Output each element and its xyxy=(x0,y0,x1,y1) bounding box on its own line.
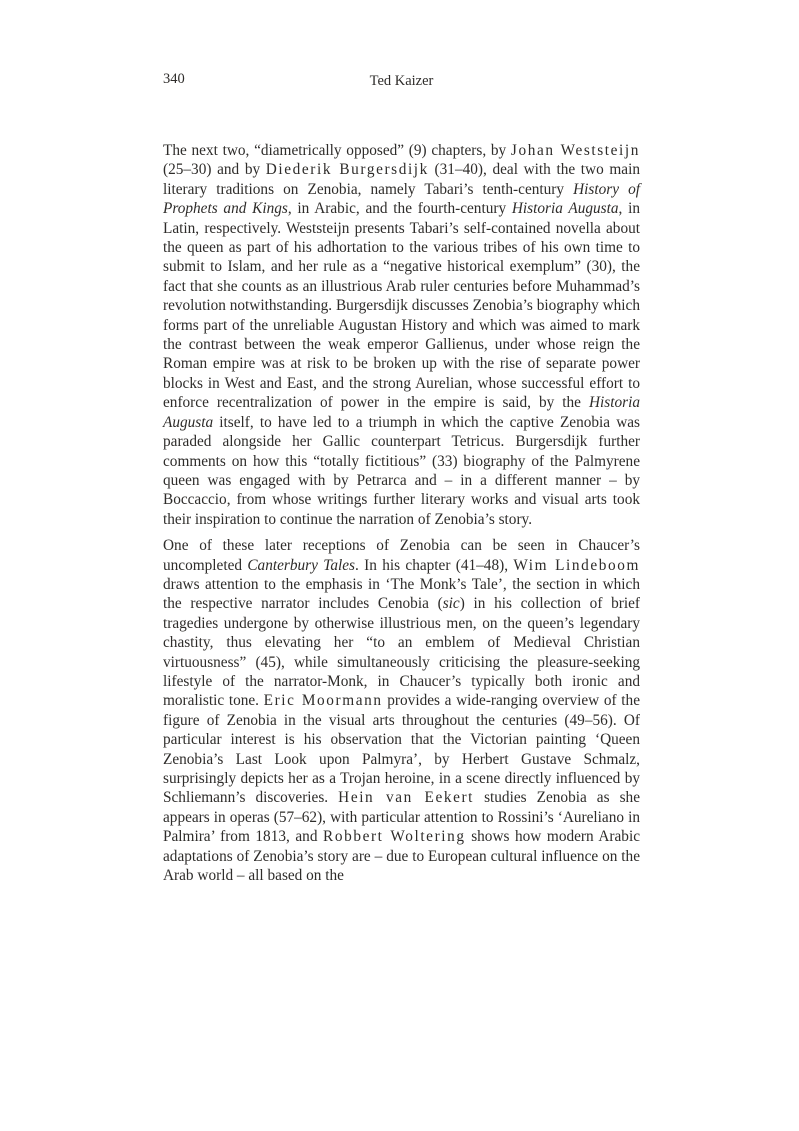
text-segment: , in Arabic, and the fourth-century xyxy=(287,200,512,218)
text-segment: (25–30) and by xyxy=(163,161,266,179)
text-segment: studies Zenobia as she appears in operas (57–62), with particular attention to Rossini’s ‘Aureliano in Palmira’ from 1813, and xyxy=(163,789,640,846)
text-segment-spaced: Diederik Burgersdijk xyxy=(265,161,429,179)
text-segment-italic: sic xyxy=(442,595,460,613)
text-segment: One of these later receptions of Zenobia can be seen in Chaucer’s uncompleted xyxy=(163,537,640,574)
text-segment-italic: Historia Augusta xyxy=(511,200,619,218)
text-segment-spaced: Wim Lindeboom xyxy=(513,556,640,574)
running-header-author: Ted Kaizer xyxy=(369,73,434,89)
page-number: 340 xyxy=(163,71,185,87)
text-segment-italic: Canterbury Tales xyxy=(247,556,355,574)
text-segment: itself, to have led to a triumph in which the captive Zenobia was paraded alongside her Gallic counterpart Tetricus. Burgersdijk further comments on how this “totally fictitious” (33) biography of the Palmyrene queen was engaged with by Petrarca and – in a different manner – by Boccaccio, from whose writings further literary works and visual arts took their inspiration to continue the narration of Zenobia’s story. xyxy=(163,413,640,528)
body-text xyxy=(163,141,640,892)
text-segment: , in Latin, respectively. Weststeijn presents Tabari’s self-contained novella about the queen as part of his adhortation to the various tribes of his own time to submit to Islam, and her rule as a “negative historical exemplum” (30), the fact that she counts as an illustrious Arab ruler centuries before Muhammad’s revolution notwithstanding. Burgersdijk discusses Zenobia’s biography which forms part of the unreliable Augustan History and which was aimed to mark the contrast between the weak emperor Gallienus, under whose reign the Roman empire was at risk to be broken up with the rise of separate power blocks in West and East, and the strong Aurelian, whose successful effort to enforce recentralization of power in the empire is said, by the xyxy=(163,200,641,412)
text-segment-spaced: Hein van Eekert xyxy=(338,789,475,807)
text-segment: shows how modern Arabic adaptations of Zenobia’s story are – due to European cultural influence on the Arab world – all based on the xyxy=(163,828,640,885)
text-segment: (31–40), deal with the two main literary traditions on Zenobia, namely Tabari’s tenth-century xyxy=(163,161,640,198)
paragraph xyxy=(163,536,640,885)
text-segment-italic: Historia Augusta xyxy=(163,394,640,431)
paragraph xyxy=(163,141,640,529)
text-segment: The next two, “diametrically opposed” (9) chapters, by xyxy=(163,142,511,159)
text-segment-spaced: Robbert Woltering xyxy=(323,828,466,846)
text-segment: provides a wide-ranging overview of the figure of Zenobia in the visual arts throughout the centuries (49–56). Of particular interest is his observation that the Victorian painting ‘Queen Zenobia’s Last Look upon Palmyra’, by Herbert Gustave Schmalz, surprisingly depicts her as a Trojan heroine, in a scene directly influenced by Schliemann’s discoveries. xyxy=(163,692,640,807)
text-segment: draws attention to the emphasis in ‘The Monk’s Tale’, the section in which the respective narrator includes Cenobia ( xyxy=(163,575,640,613)
text-segment-spaced: Eric Moormann xyxy=(263,692,383,710)
text-segment: . In his chapter (41–48), xyxy=(354,556,514,574)
text-segment-spaced: Johan Weststeijn xyxy=(510,142,640,159)
text-segment-italic: History of Prophets and Kings xyxy=(163,180,640,218)
text-segment: ) in his collection of brief tragedies undergone by otherwise illustrious men, on the queen’s legendary chastity, thus elevating her “to an emblem of Medieval Christian virtuousness” (45), while simultaneously criticising the pleasure-seeking lifestyle of the narrator-Monk, in Chaucer’s typically both ironic and moralistic tone. xyxy=(163,595,640,710)
